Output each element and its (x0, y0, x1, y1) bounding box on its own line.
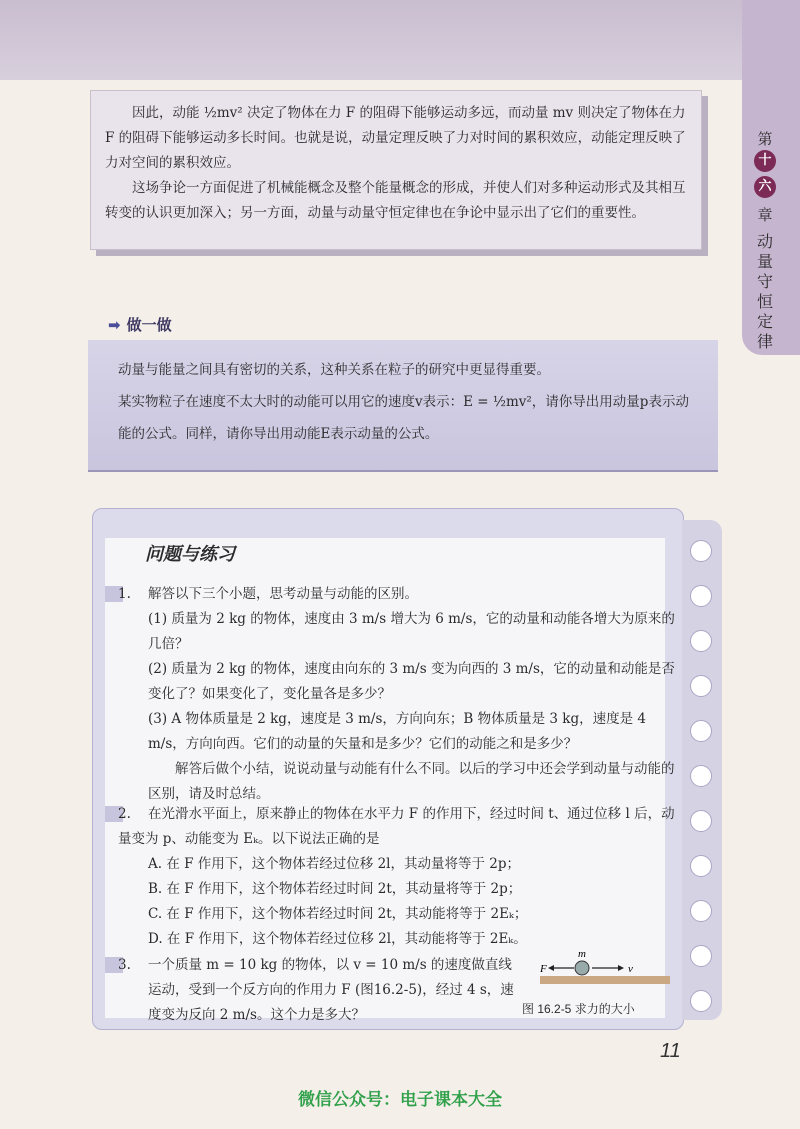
question-number: 2. (118, 806, 131, 822)
question-2 (118, 802, 678, 952)
chapter-prefix: 第 (757, 130, 773, 148)
mass-ball (575, 961, 589, 975)
velocity-arrowhead (618, 965, 624, 971)
chapter-number-2: 六 (754, 176, 776, 198)
ring-icon (690, 720, 712, 742)
subquestion: (3) A 物体质量是 2 kg，速度是 3 m/s，方向向东；B 物体质量是 3 kg，速度是 4 m/s，方向向西。它们的动量的矢量和是多少？它们的动能之和是多少？ (148, 711, 646, 752)
ring-icon (690, 765, 712, 787)
velocity-label: v (628, 963, 633, 975)
figure-caption: 图 16.2-5 求力的大小 (522, 1002, 635, 1016)
chapter-name: 动量守恒定律 (756, 232, 773, 351)
ground-surface (540, 976, 670, 984)
doit-title: 做一做 (126, 316, 172, 334)
ring-icon (690, 810, 712, 832)
choice-b: B. 在 F 作用下，这个物体若经过时间 2t，其动量将等于 2p； (148, 881, 522, 897)
summary-instruction: 解答后做个小结，说说动量与动能有什么不同。以后的学习中还会学到动量与动能的区别，请及时总结。 (148, 761, 675, 802)
doit-para-1: 动量与能量之间具有密切的关系，这种关系在粒子的研究中更显得重要。 (118, 362, 550, 378)
chapter-side-tab (742, 0, 800, 355)
doit-box (88, 340, 718, 472)
choice-a: A. 在 F 作用下，这个物体若经过位移 2l，其动量将等于 2p； (148, 856, 521, 872)
question-line: 度变为反向 2 m/s。这个力是多大？ (148, 1007, 365, 1023)
top-band (0, 0, 800, 80)
question-stem: 解答以下三个小题，思考动量与动能的区别。 (148, 586, 418, 602)
ring-icon (690, 990, 712, 1012)
question-number: 1. (118, 586, 131, 602)
question-1 (118, 582, 678, 807)
mass-label: m (578, 950, 586, 960)
doit-para-2: 某实物粒子在速度不太大时的动能可以用它的速度v表示：E = ½mv²，请你导出用动量p表示动能的公式。同样，请你导出用动能E表示动量的公式。 (118, 394, 689, 442)
footer-watermark: 微信公众号：电子课本大全 (298, 1090, 502, 1110)
question-number: 3. (118, 957, 131, 973)
page-number: 11 (660, 1040, 681, 1062)
ring-icon (690, 585, 712, 607)
question-stem: 在光滑水平面上，原来静止的物体在水平力 F 的作用下，经过时间 t、通过位移 l 后，动量变为 p、动能变为 Eₖ。以下说法正确的是 (118, 806, 675, 847)
chapter-suffix: 章 (757, 206, 773, 224)
exercise-title: 问题与练习 (145, 544, 235, 565)
ring-icon (690, 540, 712, 562)
question-3 (118, 953, 518, 1028)
force-diagram (540, 950, 670, 990)
conclusion-para-2: 这场争论一方面促进了机械能概念及整个能量概念的形成，并使人们对多种运动形式及其相互转变的认识更加深入；另一方面，动量与动量守恒定律也在争论中显示出了它们的重要性。 (105, 180, 686, 221)
conclusion-para-1: 因此，动能 ½mv² 决定了物体在力 F 的阻碍下能够运动多远，而动量 mv 则决定了物体在力 F 的阻碍下能够运动多长时间。也就是说，动量定理反映了力对时间的累积效应，动能定理反映了力对空间的累积效应。 (105, 105, 686, 171)
force-label: F (540, 963, 547, 975)
conclusion-box (90, 90, 702, 250)
subquestion: (2) 质量为 2 kg 的物体，速度由向东的 3 m/s 变为向西的 3 m/s，它的动量和动能是否变化了？如果变化了，变化量各是多少？ (148, 661, 675, 702)
question-line: 一个质量 m = 10 kg 的物体，以 v = 10 m/s 的速度做直线 (148, 957, 512, 973)
ring-icon (690, 675, 712, 697)
choice-d: D. 在 F 作用下，这个物体若经过位移 2l，其动能将等于 2Eₖ。 (148, 931, 527, 947)
arrow-icon: ➡ (108, 316, 121, 334)
force-arrowhead (548, 965, 554, 971)
ring-icon (690, 945, 712, 967)
chapter-number-1: 十 (754, 150, 776, 172)
question-line: 运动，受到一个反方向的作用力 F (图16.2-5)，经过 4 s，速 (148, 982, 514, 998)
ring-icon (690, 630, 712, 652)
doit-heading (108, 314, 172, 335)
ring-icon (690, 900, 712, 922)
choice-c: C. 在 F 作用下，这个物体若经过时间 2t，其动能将等于 2Eₖ； (148, 906, 528, 922)
subquestion: (1) 质量为 2 kg 的物体，速度由 3 m/s 增大为 6 m/s，它的动量和动能各增大为原来的几倍？ (148, 611, 675, 652)
ring-icon (690, 855, 712, 877)
